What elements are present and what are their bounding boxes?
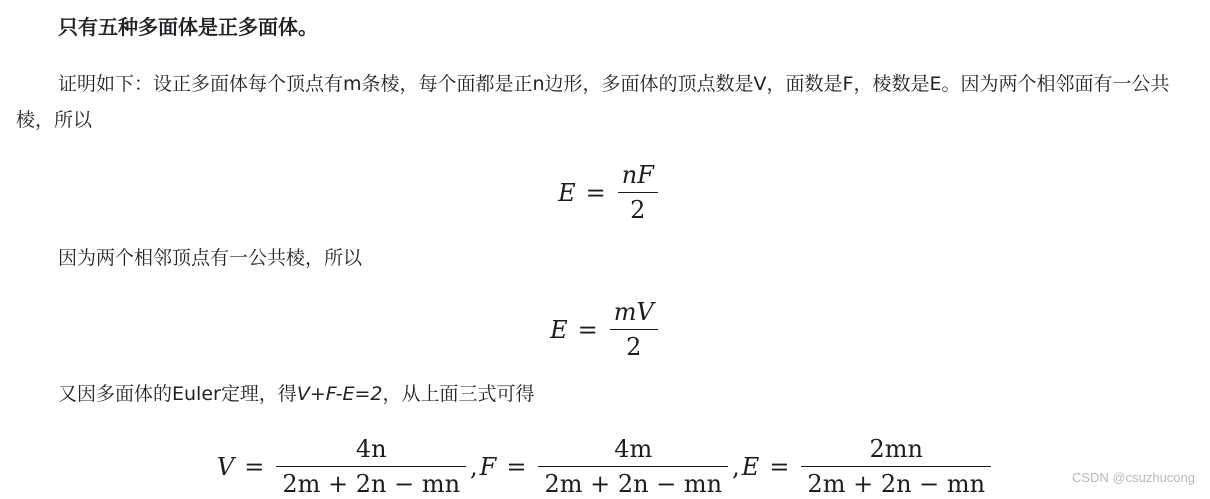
- euler-formula-inline: V+F-E=2: [296, 383, 383, 405]
- equation-edges-from-vertices: [0, 297, 1210, 362]
- eq2-equals: =: [577, 315, 598, 344]
- proof-paragraph-3: [16, 376, 1202, 412]
- eq3-e-denominator: 2m + 2n − mn: [807, 470, 986, 499]
- eq3-e-equals: =: [769, 452, 790, 481]
- eq3-f-denominator: 2m + 2n − mn: [544, 470, 723, 499]
- eq1-lhs: E: [558, 178, 576, 207]
- eq2-lhs: E: [550, 315, 568, 344]
- eq3-f-fraction: [538, 434, 728, 499]
- eq2-denominator: 2: [626, 333, 642, 362]
- eq1-equals: =: [585, 178, 606, 207]
- equation-edges-from-faces: [0, 160, 1210, 225]
- eq1-fraction: [618, 160, 658, 225]
- eq3-v-denominator: 2m + 2n − mn: [282, 470, 461, 499]
- eq3-comma-2: ,: [732, 452, 740, 481]
- eq1-denominator: 2: [630, 196, 646, 225]
- eq3-f-equals: =: [506, 452, 527, 481]
- eq1-numerator: nF: [621, 161, 654, 189]
- equation-solution: [0, 434, 1210, 499]
- section-heading: 只有五种多面体是正多面体。: [58, 15, 318, 39]
- eq3-f-numerator: 4m: [614, 435, 653, 463]
- proof-paragraph-2: 因为两个相邻顶点有一公共棱，所以: [58, 247, 363, 269]
- eq3-v-equals: =: [244, 452, 265, 481]
- eq3-v-numerator: 4n: [355, 435, 387, 463]
- eq3-v-lhs: V: [216, 452, 235, 481]
- eq2-fraction: [610, 297, 658, 362]
- eq3-comma-1: ,: [470, 452, 478, 481]
- csdn-watermark: CSDN @csuzhucong: [1071, 470, 1195, 485]
- eq3-e-lhs: E: [741, 452, 760, 481]
- p3-text-before: 又因多面体的Euler定理，得: [58, 383, 297, 405]
- p3-text-after: ，从上面三式可得: [382, 383, 535, 405]
- eq3-v-fraction: [276, 434, 466, 499]
- eq2-numerator: mV: [613, 298, 654, 326]
- proof-paragraph-1: 证明如下：设正多面体每个顶点有m条棱，每个面都是正n边形，多面体的顶点数是V，面数是F，棱数是E。因为两个相邻面有一公共棱，所以: [16, 73, 1170, 131]
- eq3-e-numerator: 2mn: [869, 435, 924, 463]
- eq3-e-fraction: [801, 434, 991, 499]
- eq3-f-lhs: F: [479, 452, 497, 481]
